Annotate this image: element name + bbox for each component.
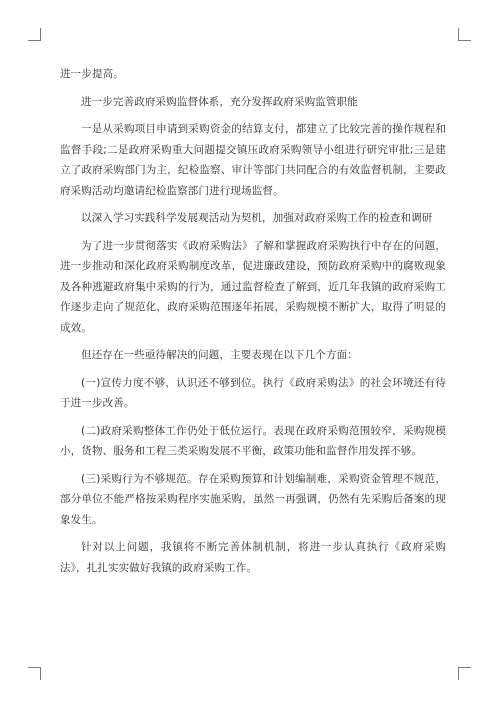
section-heading-inspection: 以深入学习实践科学发展观活动为契机，加强对政府采购工作的检查和调研 <box>81 212 433 224</box>
crop-mark-top-right <box>458 28 471 41</box>
paragraph-problems-intro: 但还存在一些亟待解决的问题，主要表现在以下几个方面： <box>81 349 358 361</box>
paragraph-problem-one: (一)宣传力度不够，认识还不够到位。执行《政府采购法》的社会环境还有待于进一步改善。 <box>60 376 446 409</box>
paragraph-continuation: 进一步提高。 <box>60 68 124 80</box>
paragraph-inspection-findings: 为了进一步贯彻落实《政府采购法》了解和掌握政府采购执行中存在的问题，进一步推动和深化政府采购制度改革，促进廉政建设，预防政府采购中的腐败现象及各种逃避政府集中采购的行为，通过监督检查了解到，近几年我镇的政府采购工作逐步走向了规范化，政府采购范围逐年拓展，采购规模不断扩大，取得了明显的成效。 <box>60 239 446 334</box>
paragraph-supervision-measures: 一是从采购项目申请到采购资金的结算支付，都建立了比较完善的操作规程和监督手段;二是政府采购重大问题提交镇压政府采购领导小组进行研究审批;三是建立了政府采购部门为主，纪检监察、审计等部门共同配合的有效监督机制，主要政府采购活动均邀请纪检监察部门进行现场监督。 <box>60 123 446 197</box>
paragraph-conclusion: 针对以上问题，我镇将不断完善体制机制，将进一步认真执行《政府采购法》，扎扎实实做好我镇的政府采购工作。 <box>60 541 446 574</box>
crop-mark-bottom-right <box>458 667 471 680</box>
document-body <box>60 64 446 585</box>
crop-mark-bottom-left <box>28 667 41 680</box>
paragraph-problem-two: (二)政府采购整体工作仍处于低位运行。表现在政府采购范围较窄，采购规模小，货物、服务和工程三类采购发展不平衡，政策功能和监督作用发挥不够。 <box>60 424 446 457</box>
crop-mark-top-left <box>28 28 41 41</box>
section-heading-supervision: 进一步完善政府采购监督体系，充分发挥政府采购监管职能 <box>81 95 358 108</box>
paragraph-problem-three: (三)采购行为不够规范。存在采购预算和计划编制难，采购资金管理不规范，部分单位不能严格按采购程序实施采购，虽然一再强调，仍然有先采购后备案的现象发生。 <box>60 472 446 526</box>
